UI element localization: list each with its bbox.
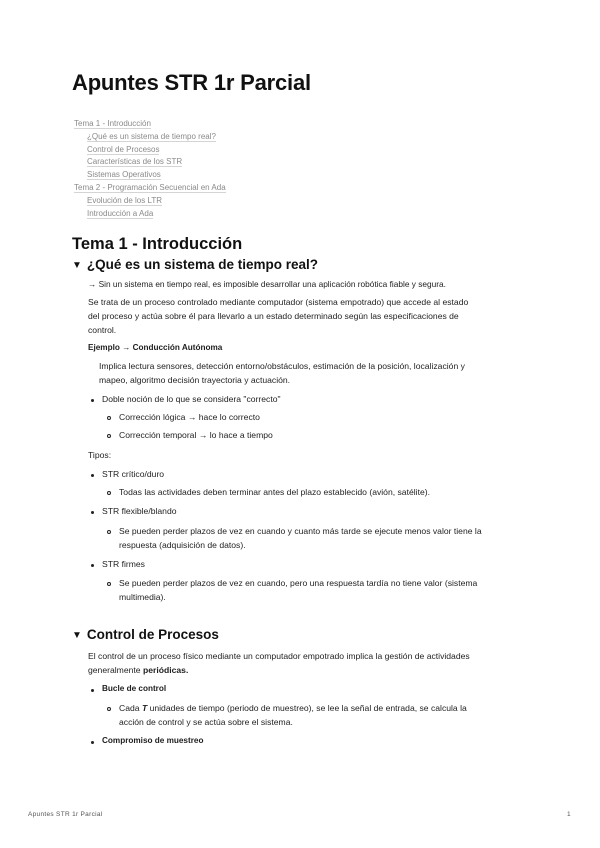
example-text: Implica lectura sensores, detección entorno/obstáculos, estimación de la posición, localización y mapeo, algoritmo decisión trayectoria y actuación.: [99, 361, 465, 385]
bullet-dot: [91, 564, 94, 567]
section-toggle-que-es[interactable]: [72, 257, 318, 272]
section-heading: ¿Qué es un sistema de tiempo real?: [86, 257, 318, 272]
section-heading: Control de Procesos: [86, 627, 219, 642]
paragraph-definition: Se trata de un proceso controlado mediante computador (sistema empotrado) que accede al estado del proceso y actúa sobre él para llevarlo a un estado determinado según las especificaciones de control.: [88, 297, 469, 335]
list-item: Se pueden perder plazos de vez en cuando y cuanto más tarde se ejecute menos valor tiene la respuesta (adquisición de datos).: [119, 526, 482, 550]
list-item: Todas las actividades deben terminar antes del plazo establecido (avión, satélite).: [119, 487, 430, 497]
bullet-circle: [107, 491, 111, 495]
toggle-triangle-icon[interactable]: ▼: [72, 630, 82, 641]
arrow-line: → Sin un sistema en tiempo real, es imposible desarrollar una aplicación robótica fiable y segura.: [88, 279, 446, 289]
list-item: Corrección lógica → hace lo correcto: [119, 412, 260, 422]
tipos-label: Tipos:: [88, 450, 112, 460]
list-item: Doble noción de lo que se considera "correcto": [102, 394, 281, 404]
paragraph-control: El control de un proceso físico mediante un computador empotrado implica la gestión de actividades generalmente periódicas.: [88, 651, 470, 675]
list-item: STR firmes: [102, 559, 145, 569]
page-number: 1: [567, 811, 571, 818]
toc-link-caracteristicas[interactable]: Características de los STR: [87, 157, 183, 167]
footer-title: Apuntes STR 1r Parcial: [28, 811, 103, 818]
bullet-dot: [91, 689, 94, 692]
bullet-dot: [91, 741, 94, 744]
list-item: Cada T unidades de tiempo (periodo de muestreo), se lee la señal de entrada, se calcula la acción de control y se actúa sobre el sistema.: [119, 703, 467, 727]
toggle-triangle-icon[interactable]: ▼: [72, 260, 82, 271]
bullet-circle: [107, 530, 111, 534]
toc-link-que-es[interactable]: ¿Qué es un sistema de tiempo real?: [87, 131, 216, 141]
list-item: STR flexible/blando: [102, 506, 177, 516]
list-item: Bucle de control: [102, 684, 167, 693]
toc-link-evolucion[interactable]: Evolución de los LTR: [87, 195, 162, 205]
toc-link-control[interactable]: Control de Procesos: [87, 144, 160, 154]
toc-link-tema2[interactable]: Tema 2 - Programación Secuencial en Ada: [74, 182, 226, 192]
bullet-circle: [107, 707, 111, 711]
bullet-circle: [107, 582, 111, 586]
bullet-circle: [107, 416, 111, 420]
bullet-circle: [107, 434, 111, 438]
list-item: STR crítico/duro: [102, 469, 165, 479]
toc-link-sistemas-operativos[interactable]: Sistemas Operativos: [87, 170, 161, 180]
example-label: Ejemplo → Conducción Autónoma: [88, 343, 223, 352]
bullet-dot: [91, 511, 94, 514]
list-item: Se pueden perder plazos de vez en cuando, pero una respuesta tardía no tiene valor (sistema multimedia).: [119, 578, 478, 602]
bullet-dot: [91, 474, 94, 477]
page-title: Apuntes STR 1r Parcial: [72, 70, 311, 95]
toc-link-tema1[interactable]: Tema 1 - Introducción: [74, 119, 151, 128]
bullet-dot: [91, 399, 94, 402]
toc-link-intro-ada[interactable]: Introducción a Ada: [87, 208, 154, 218]
list-item: Compromiso de muestreo: [102, 736, 204, 745]
table-of-contents: [74, 118, 226, 220]
heading-tema1: Tema 1 - Introducción: [72, 235, 243, 253]
section-toggle-control[interactable]: [72, 627, 219, 642]
list-item: Corrección temporal → lo hace a tiempo: [119, 430, 273, 440]
